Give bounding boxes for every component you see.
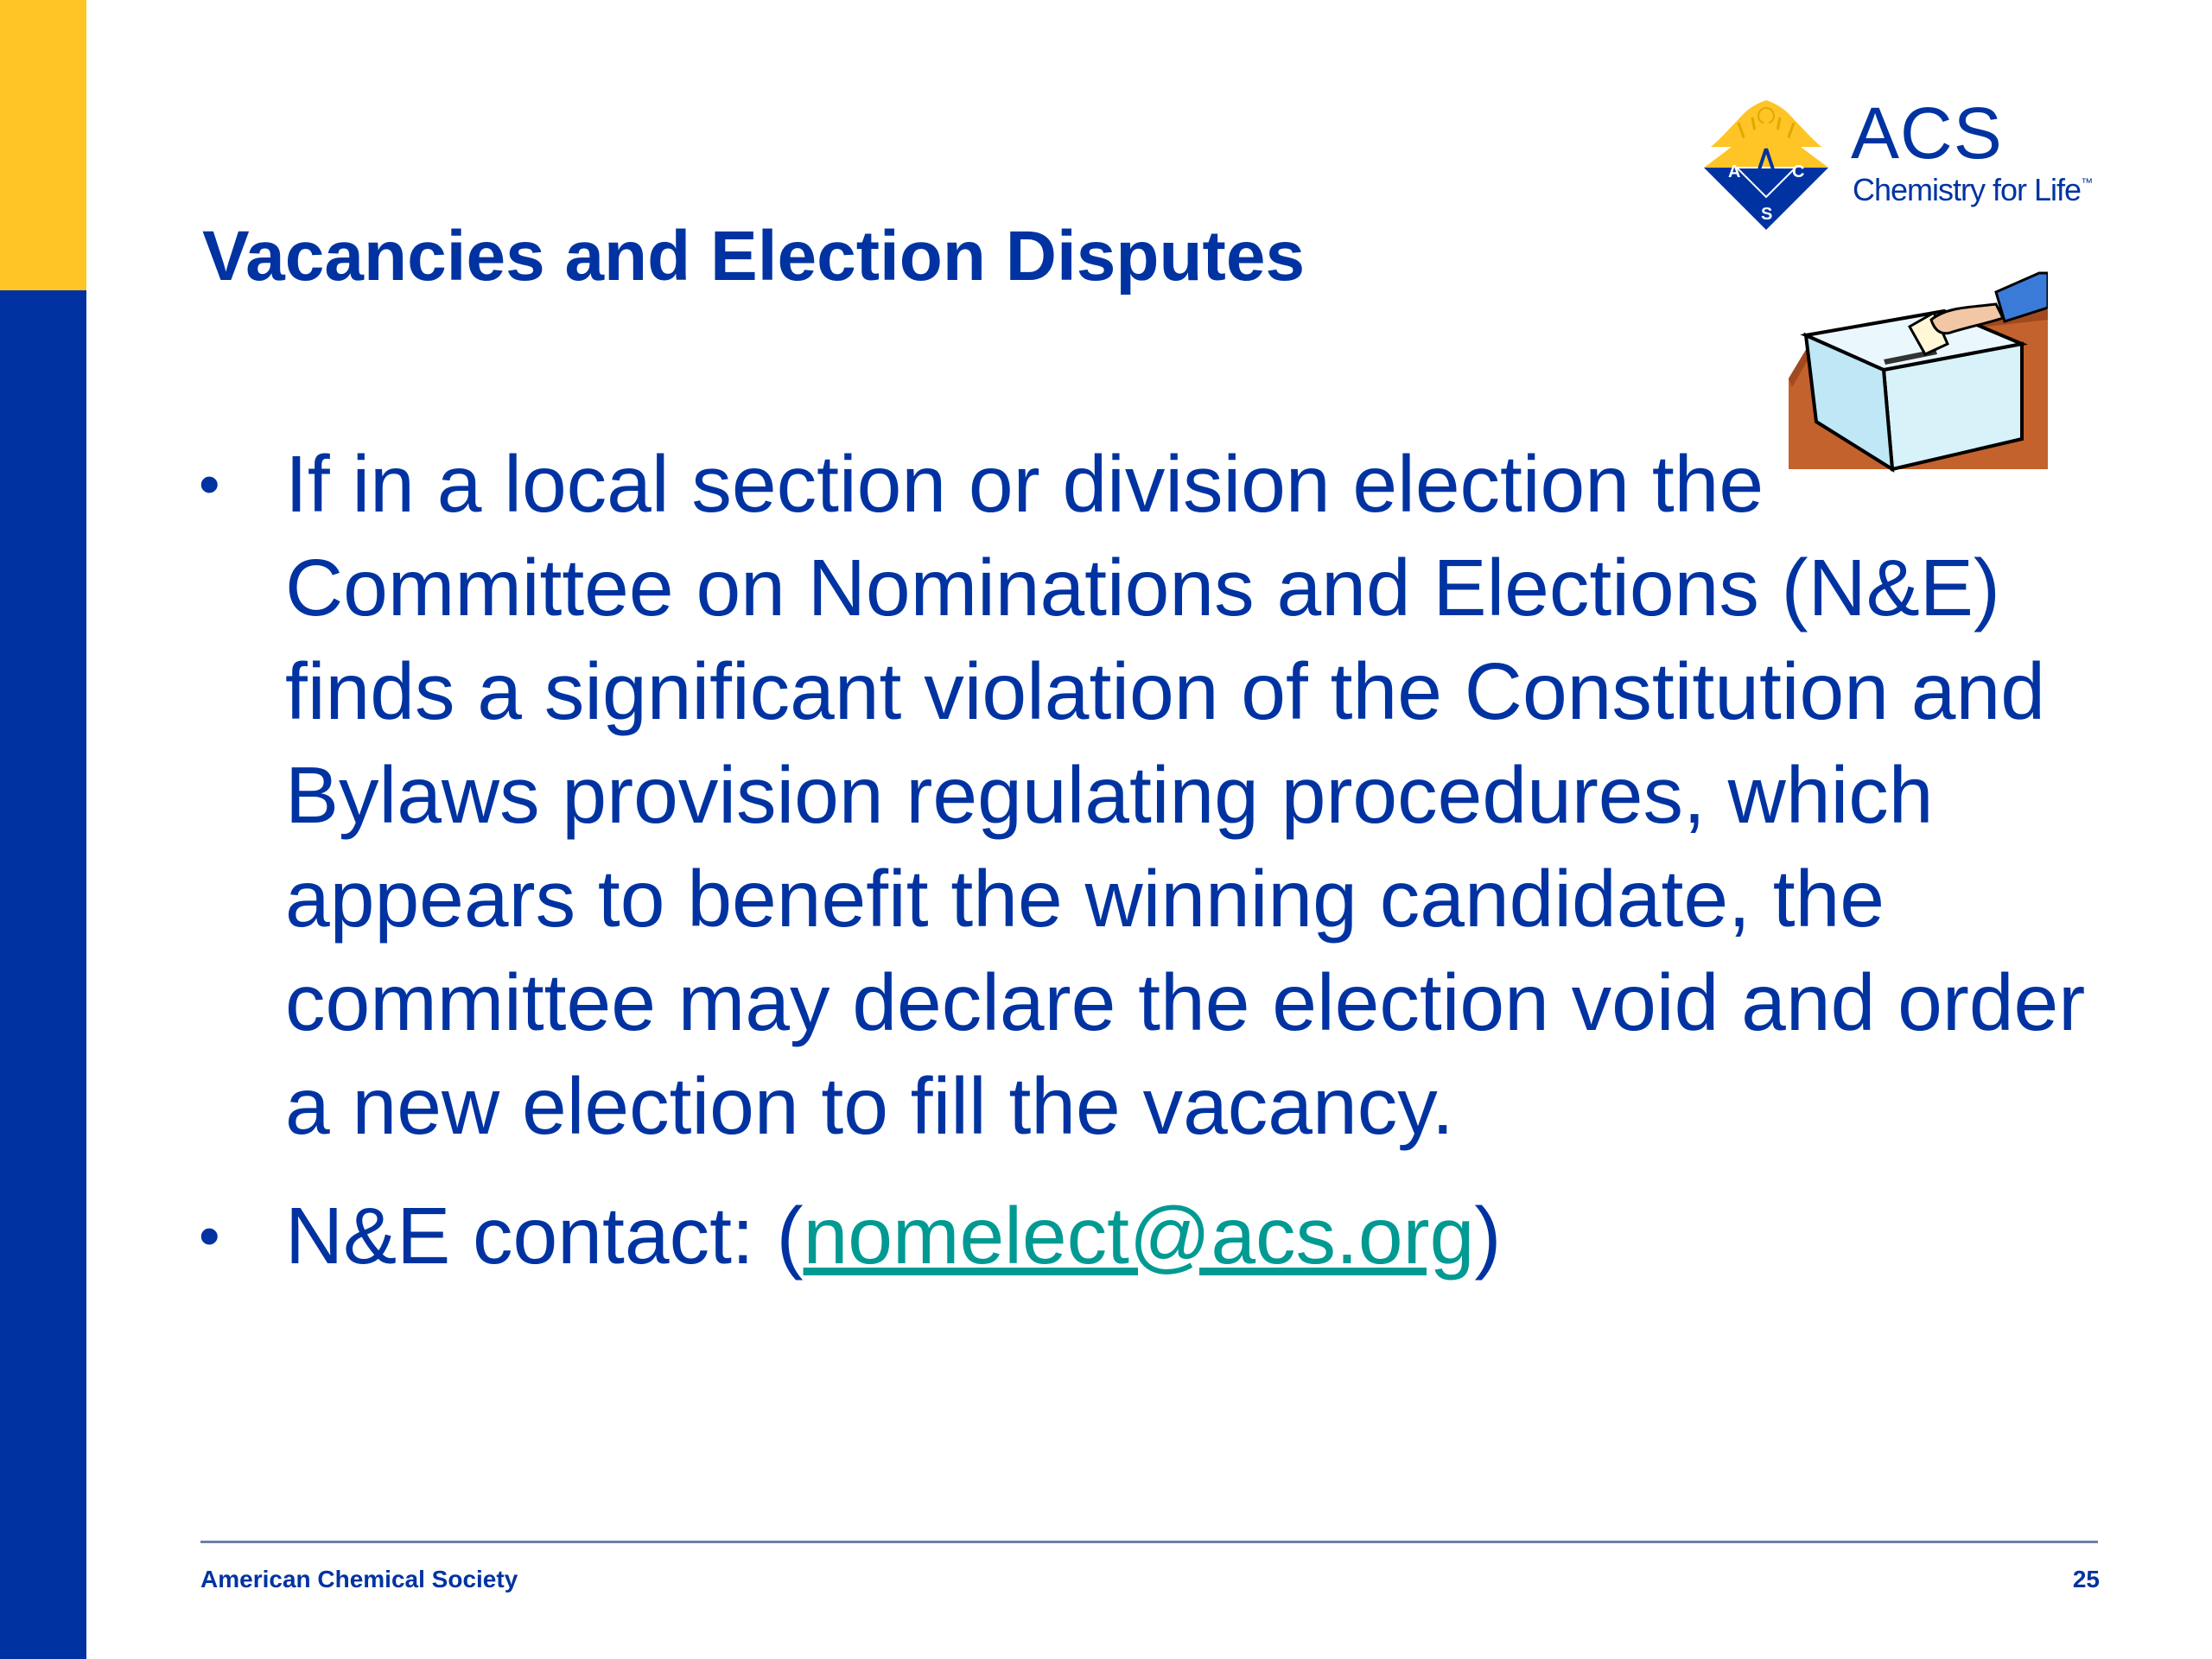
page-number: 25: [2072, 1566, 2100, 1592]
logo-tagline-text: Chemistry for Life: [1853, 172, 2082, 207]
logo-letter-s: S: [1761, 205, 1773, 224]
bullet-text: If in a local section or division election the Committee on Nominations and Elections (N&E) finds a significant violation of the Constitution and Bylaws provision regulating procedures, which appears to benefit the winning candidate, the committee may declare the election void and order a new election to fill the vacancy.: [285, 439, 2086, 1151]
bullet-list: [199, 432, 2100, 1287]
bullet-item-contact: [199, 1184, 2100, 1287]
footer-organization: American Chemical Society: [200, 1566, 518, 1592]
contact-email-link[interactable]: nomelect@acs.org: [803, 1191, 1475, 1281]
logo-tagline: [1853, 172, 2093, 207]
contact-prefix: N&E contact: (: [285, 1191, 804, 1281]
logo-letter-c: C: [1792, 162, 1805, 181]
logo-wordmark: ACS: [1851, 92, 2003, 174]
bullet-item-election-violation: [199, 432, 2100, 1158]
logo-letter-a: A: [1728, 162, 1741, 181]
sidebar-accent-yellow: [0, 0, 86, 290]
footer-divider: [200, 1541, 2098, 1543]
sidebar-accent-blue: [0, 290, 86, 1659]
acs-eagle-emblem-icon: [1695, 93, 1838, 232]
bullet-marker: •: [199, 450, 220, 518]
bullet-marker: •: [199, 1202, 220, 1269]
acs-logo: [1695, 93, 2127, 232]
slide-title: Vacancies and Election Disputes: [202, 217, 1306, 296]
trademark-symbol: ™: [2081, 175, 2093, 189]
contact-suffix: ): [1474, 1191, 1502, 1281]
